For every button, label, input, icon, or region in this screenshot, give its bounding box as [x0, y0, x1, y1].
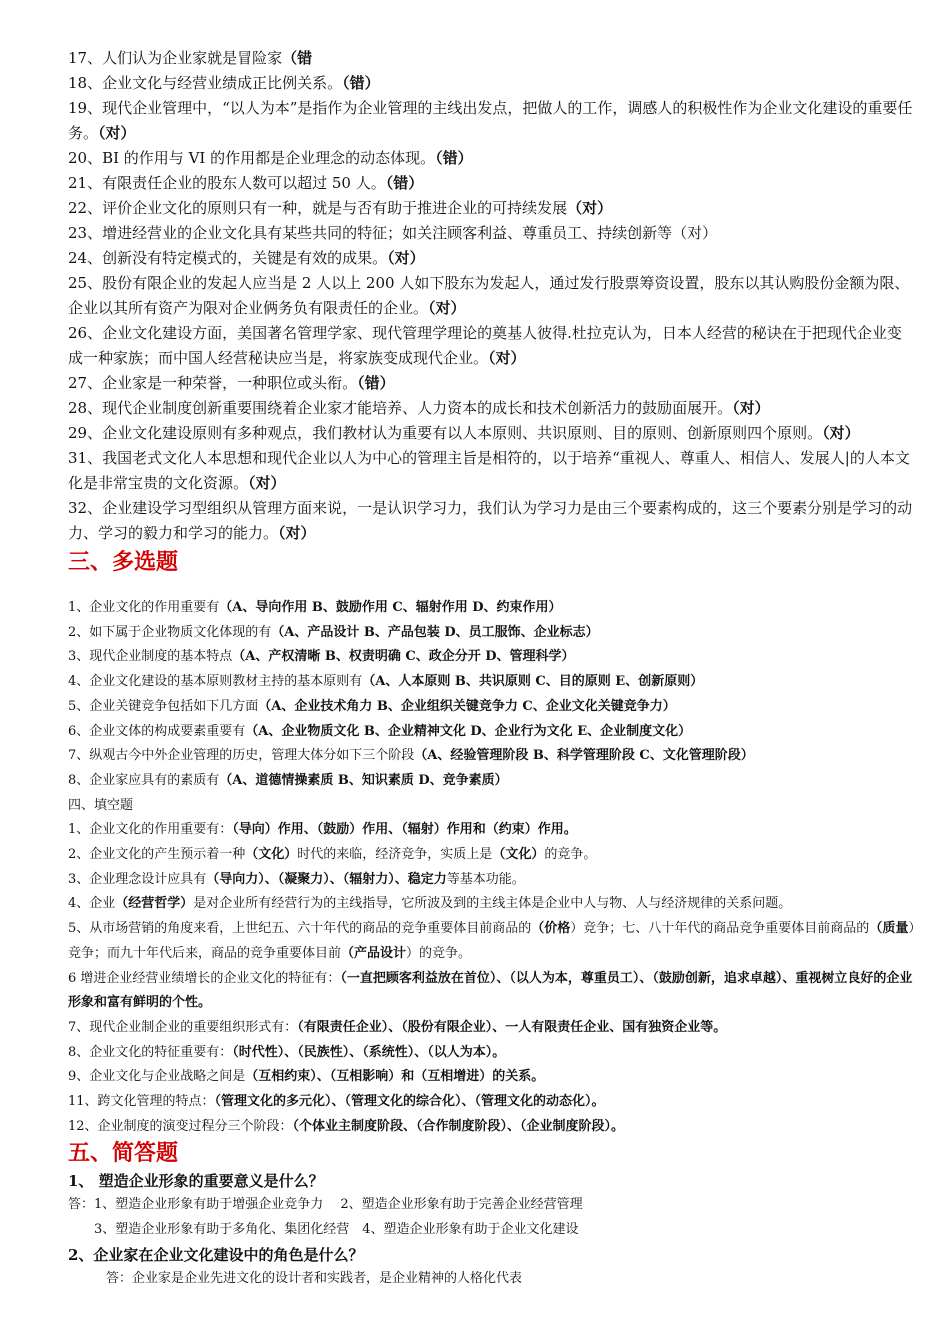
mc-item: [68, 720, 916, 745]
tf-question: 17、人们认为企业家就是冒险家: [68, 49, 283, 67]
tf-question: 21、有限责任企业的股东人数可以超过 50 人。: [68, 174, 386, 192]
tf-item: [68, 446, 916, 496]
short-answer-answer-2: 答：企业家是企业先进文化的设计者和实践者，是企业精神的人格化代表: [106, 1270, 523, 1286]
tf-question: 27、企业家是一种荣誉，一种职位或头衔。: [68, 374, 358, 392]
tf-item: [68, 221, 916, 246]
true-false-section: [68, 46, 916, 578]
multiple-choice-list: [68, 596, 916, 794]
mc-question: 1、企业文化的作用重要有: [68, 600, 220, 615]
tf-answer: （对）: [732, 399, 770, 417]
tf-question: 26、企业文化建设方面，美国著名管理学家、现代管理学理论的奠基人彼得.杜拉克认为，日本人经营的秘诀在于把现代企业变成一种家族；而中国人经营秘诀应当是，将家族变成现代企业。: [68, 324, 902, 367]
tf-question: 24、创新没有特定模式的，关键是有效的成果。: [68, 249, 388, 267]
fill-blank-item: 11、跨文化管理的特点：（管理文化的多元化）、（管理文化的综合化）、（管理文化的动态化）。: [68, 1094, 605, 1110]
mc-item: [68, 670, 916, 695]
fill-blank-item: 6 增进企业经营业绩增长的企业文化的特征有：（一直把顾客利益放在首位）、（以人为本，尊重员工）、（鼓励创新，追求卓越）、重视树立良好的企业形象和富有鲜明的个性。: [68, 970, 913, 1011]
mc-question: 3、现代企业制度的基本特点: [68, 649, 233, 665]
tf-item: [68, 96, 916, 146]
mc-answer: （A、企业技术角力 B、企业组织关键竞争力 C、企业文化关键竞争力）: [258, 698, 676, 714]
tf-answer: （对）: [428, 299, 466, 317]
mc-question: 8、企业家应具有的素质有: [68, 772, 220, 788]
mc-question: 7、纵观古今中外企业管理的历史，管理大体分如下三个阶段: [68, 748, 415, 764]
fill-blank-item: 2、企业文化的产生预示着一种（文化）时代的来临，经济竞争，实质上是（文化）的竞争。: [68, 847, 597, 863]
fill-blank-list: [68, 818, 916, 1139]
tf-question: 29、企业文化建设原则有多种观点，我们教材认为重要有以人本原则、共识原则、目的原则、创新原则四个原则。: [68, 424, 823, 442]
fill-blank-item: 4、企业（经营哲学）是对企业所有经营行为的主线指导，它所波及到的主线主体是企业中人与物、人与经济规律的关系问题。: [68, 896, 792, 912]
mc-answer: （A、人本原则 B、共识原则 C、目的原则 E、创新原则）: [362, 674, 704, 690]
tf-question: 20、BI 的作用与 VI 的作用都是企业理念的动态体现。: [68, 149, 436, 167]
tf-question: 28、现代企业制度创新重要围绕着企业家才能培养、人力资本的成长和技术创新活力的鼓励面展开。: [68, 399, 733, 417]
mc-item: [68, 596, 916, 621]
mc-answer: （A、导向作用 B、鼓励作用 C、辐射作用 D、约束作用）: [219, 600, 562, 615]
tf-item: [68, 71, 916, 96]
mc-item: [68, 769, 916, 794]
tf-item: [68, 146, 916, 171]
section-3-title: 三、多选题: [68, 549, 179, 575]
multiple-choice-section: [68, 596, 916, 1292]
tf-answer: （错）: [435, 149, 473, 167]
section-5-title: 五、简答题: [68, 1140, 179, 1167]
tf-item: [68, 396, 916, 421]
short-answer-question-1: 1、 塑造企业形象的重要意义是什么？: [68, 1172, 324, 1191]
tf-answer: （对）: [98, 124, 136, 142]
fill-blank-item: 8、企业文化的特征重要有：（时代性）、（民族性）、（系统性）、（以人为本）。: [68, 1044, 506, 1060]
mc-item: [68, 695, 916, 720]
tf-question: 25、股份有限企业的发起人应当是 2 人以上 200 人如下股东为发起人，通过发行股票筹资设置，股东以其认购股份金额为限、企业以其所有资产为限对企业俩务负有限责任的企业。: [68, 274, 910, 317]
mc-item: [68, 621, 916, 646]
tf-item: [68, 246, 916, 271]
tf-item: [68, 321, 916, 371]
tf-answer: （错）: [385, 174, 424, 192]
tf-item: [68, 496, 916, 546]
mc-item: [68, 744, 916, 769]
mc-answer: （A、道德情操素质 B、知识素质 D、竞争素质）: [219, 772, 508, 788]
mc-item: [68, 645, 916, 670]
tf-item: [68, 171, 916, 196]
fill-blank-item: 12、企业制度的演变过程分三个阶段：（个体业主制度阶段、（合作制度阶段）、（企业制度阶段）。: [68, 1118, 625, 1134]
short-answer-answer-1-line-1: 答：1、塑造企业形象有助于增强企业竞争力 2、塑造企业形象有助于完善企业经营管理: [68, 1197, 583, 1213]
tf-item: [68, 196, 916, 221]
mc-answer: （A、产品设计 B、产品包装 D、员工服饰、企业标志）: [271, 624, 599, 640]
tf-question: 32、企业建设学习型组织从管理方面来说，一是认识学习力，我们认为学习力是由三个要素构成的，这三个要素分别是学习的动力、学习的毅力和学习的能力。: [68, 499, 913, 542]
tf-item: [68, 421, 916, 446]
tf-answer: （对）: [248, 474, 286, 492]
tf-answer: （对）: [278, 524, 316, 542]
mc-question: 4、企业文化建设的基本原则教材主持的基本原则有: [68, 674, 363, 690]
short-answer-question-2: 2、企业家在企业文化建设中的角色是什么？: [68, 1245, 364, 1264]
tf-answer: （错）: [357, 374, 395, 392]
fill-blank-item: 9、企业文化与企业战略之间是（互相约束）、（互相影响）和（互相增进）的关系。: [68, 1069, 545, 1085]
section-4-title: 四、填空题: [68, 797, 134, 813]
short-answer-answer-1-line-2: 3、塑造企业形象有助于多角化、集团化经营 4、塑造企业形象有助于企业文化建设: [94, 1222, 579, 1238]
tf-answer: （错）: [342, 74, 380, 92]
tf-item: [68, 371, 916, 396]
fill-blank-item: 5、从市场营销的角度来看，上世纪五、六十年代的商品的竞争重要体目前商品的（价格）竞争；七、八十年代的商品竞争重要体目前商品的（质量）竞争；而九十年代后来，商品的竞争重要体目前（产品设计）的竞争。: [68, 921, 915, 961]
fill-blank-item: 7、现代企业制企业的重要组织形式有：（有限责任企业）、（股份有限企业）、一人有限责任企业、国有独资企业等。: [68, 1019, 727, 1035]
tf-question: 31、我国老式文化人本思想和现代企业以人为中心的管理主旨是相符的，以于培养“重视人、尊重人、相信人、发展人|的人本文化是非常宝贵的文化资源。: [68, 449, 910, 492]
tf-question: 19、现代企业管理中，“以人为本”是指作为企业管理的主线出发点，把做人的工作，调感人的积极性作为企业文化建设的重要任务。: [68, 99, 913, 142]
mc-answer: （A、产权清晰 B、权责明确 C、政企分开 D、管理科学）: [232, 649, 575, 665]
mc-answer: （A、企业物质文化 B、企业精神文化 D、企业行为文化 E、企业制度文化）: [245, 723, 692, 739]
tf-answer: （错: [282, 49, 313, 67]
tf-answer: （对）: [822, 424, 860, 442]
tf-answer: （对）: [387, 249, 425, 267]
tf-question: 18、企业文化与经营业绩成正比例关系。: [68, 74, 343, 92]
tf-answer: （对）: [488, 349, 526, 367]
tf-item: [68, 271, 916, 321]
fill-blank-item: 3、企业理念设计应具有（导向力）、（凝聚力）、（辐射力）、稳定力等基本功能。: [68, 871, 525, 887]
tf-item: [68, 46, 916, 71]
mc-question: 6、企业文体的构成要素重要有: [68, 723, 246, 739]
tf-question: 23、增进经营业的企业文化具有某些共同的特征；如关注顾客利益、尊重员工、持续创新等（对）: [68, 224, 718, 242]
tf-answer: （对）: [567, 199, 613, 217]
true-false-list: [68, 46, 916, 546]
tf-question: 22、评价企业文化的原则只有一种，就是与否有助于推进企业的可持续发展: [68, 199, 568, 217]
mc-question: 2、如下属于企业物质文化体现的有: [68, 624, 272, 640]
mc-answer: （A、经验管理阶段 B、科学管理阶段 C、文化管理阶段）: [414, 748, 754, 764]
fill-blank-item: 1、企业文化的作用重要有：（导向）作用、（鼓励）作用、（辐射）作用和（约束）作用。: [68, 822, 577, 838]
mc-question: 5、企业关键竞争包括如下几方面: [68, 698, 259, 714]
